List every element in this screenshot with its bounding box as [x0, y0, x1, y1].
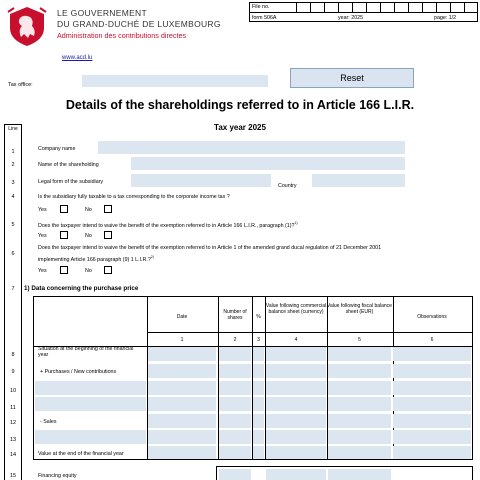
footnote-1: 1) — [294, 221, 298, 225]
company-name-field[interactable] — [98, 141, 405, 154]
column-header-number-of-shares: Number of shares — [223, 309, 247, 321]
financing-equity-fiscal[interactable] — [328, 469, 391, 480]
administration-name: Administration des contributions directes — [57, 31, 187, 40]
cell-r9-date[interactable] — [148, 364, 216, 378]
shareholding-name-label: Name of the shareholding — [38, 162, 99, 168]
cell-r12-commercial[interactable] — [266, 414, 326, 428]
file-no-label: File no. — [252, 4, 270, 10]
cell-r13-shares[interactable] — [219, 430, 251, 444]
cell-r13-fiscal[interactable] — [328, 430, 391, 444]
line-number-6: 6 — [11, 251, 15, 257]
cell-r11-date[interactable] — [148, 397, 216, 411]
cell-r10-percent[interactable] — [253, 381, 264, 395]
line-number-2: 2 — [11, 162, 15, 168]
file-info-grid — [249, 2, 478, 22]
cell-r14-percent[interactable] — [253, 446, 264, 459]
column-header-percent: % — [256, 314, 261, 320]
column-number-5: 5 — [358, 337, 361, 343]
tax-office-label: Tax office: — [8, 82, 33, 88]
no-checkbox-6[interactable] — [104, 266, 112, 274]
line-number-9: 9 — [11, 369, 15, 375]
form-number-label: form 506A — [252, 15, 277, 21]
form-year-label: year: 2025 — [338, 15, 364, 21]
shareholding-name-field[interactable] — [131, 157, 405, 170]
yes-checkbox-6[interactable] — [60, 266, 68, 274]
legal-form-field[interactable] — [131, 174, 271, 187]
footnote-2: 2) — [150, 255, 154, 259]
yes-label-5: Yes — [38, 233, 47, 239]
cell-r11-observations[interactable] — [393, 397, 471, 411]
page-title: Details of the shareholdings referred to in Article 166 L.I.R. — [65, 98, 415, 112]
cell-r11-label[interactable] — [35, 397, 146, 411]
line-number-7: 7 — [11, 286, 15, 292]
column-header-fiscal-value: Value following fiscal balance sheet (EUR) — [327, 303, 392, 315]
country-label: Country — [278, 183, 297, 189]
cell-r8-observations[interactable] — [393, 347, 471, 361]
cell-r12-shares[interactable] — [219, 414, 251, 428]
line-number-14: 14 — [9, 452, 17, 458]
waive-exemption-question — [38, 221, 298, 229]
cell-r10-commercial[interactable] — [266, 381, 326, 395]
cell-r11-fiscal[interactable] — [328, 397, 391, 411]
cell-r13-date[interactable] — [148, 430, 216, 444]
no-checkbox-4[interactable] — [104, 205, 112, 213]
purchase-price-section-title: 1) Data concerning the purchase price — [24, 285, 139, 292]
cell-r11-commercial[interactable] — [266, 397, 326, 411]
tax-year-subtitle: Tax year 2025 — [214, 123, 266, 132]
cell-r9-fiscal[interactable] — [328, 364, 391, 378]
column-number-4: 4 — [294, 337, 298, 343]
fully-taxable-question: Is the subsidiary fully taxable to a tax corresponding to the corporate income tax ? — [38, 194, 230, 200]
cell-r9-observations[interactable] — [393, 364, 471, 378]
line-number-5: 5 — [11, 222, 15, 228]
cell-r8-shares[interactable] — [219, 347, 251, 361]
cell-r14-fiscal[interactable] — [328, 446, 391, 459]
cell-r12-observations[interactable] — [393, 414, 471, 428]
line-number-12: 12 — [9, 420, 17, 426]
waive-regulation-question-line1: Does the taxpayer intend to waive the benefit of the exemption referred to in Article 1 of the amended grand ducal regulation of 21 December 2001 — [38, 245, 382, 251]
yes-checkbox-5[interactable] — [60, 231, 68, 239]
cell-r13-observations[interactable] — [393, 430, 471, 444]
cell-r13-percent[interactable] — [253, 430, 264, 444]
column-header-observations: Observations — [417, 314, 447, 320]
government-title-line1: LE GOUVERNEMENT — [57, 8, 147, 18]
form-page-label: page: 1/2 — [434, 15, 457, 21]
waive-exemption-text: Does the taxpayer intend to waive the benefit of the exemption referred to in Article 166 L.I.R., paragraph (1)? — [38, 222, 295, 229]
yes-label-4: Yes — [38, 207, 47, 213]
legal-form-label: Legal form of the subsidiary — [38, 179, 104, 185]
row-label-purchases: + Purchases / New contributions — [40, 369, 117, 375]
cell-r8-percent[interactable] — [253, 347, 264, 361]
cell-r9-shares[interactable] — [219, 364, 251, 378]
government-title-line2: DU GRAND-DUCHÉ DE LUXEMBOURG — [57, 19, 221, 29]
cell-r11-shares[interactable] — [219, 397, 251, 411]
no-label-6: No — [85, 268, 92, 274]
cell-r12-percent[interactable] — [253, 414, 264, 428]
reset-button[interactable]: Reset — [290, 68, 414, 88]
cell-r12-fiscal[interactable] — [328, 414, 391, 428]
line-number-13: 13 — [9, 437, 17, 443]
financing-equity-label: Financing equity — [38, 473, 77, 479]
yes-checkbox-4[interactable] — [60, 205, 68, 213]
yes-label-6: Yes — [38, 268, 47, 274]
line-column-label: Line — [8, 126, 18, 132]
financing-equity-shares[interactable] — [219, 469, 251, 480]
no-checkbox-5[interactable] — [104, 231, 112, 239]
cell-r10-shares[interactable] — [219, 381, 251, 395]
cell-r14-commercial[interactable] — [266, 446, 326, 459]
line-number-11: 11 — [10, 405, 16, 411]
cell-r9-percent[interactable] — [253, 364, 264, 378]
cell-r12-date[interactable] — [148, 414, 216, 428]
country-field[interactable] — [312, 174, 405, 187]
tax-office-field[interactable] — [82, 75, 268, 87]
column-number-3: 3 — [257, 337, 260, 343]
cell-r14-shares[interactable] — [219, 446, 251, 459]
line-number-1: 1 — [11, 149, 15, 155]
line-column-frame — [4, 124, 22, 480]
line-number-15: 15 — [9, 473, 17, 479]
luxembourg-lion-logo-icon — [4, 4, 50, 48]
line-number-8: 8 — [11, 352, 15, 358]
financing-equity-commercial[interactable] — [266, 469, 326, 480]
column-header-commercial-value: Value following commercial balance sheet (currency) — [265, 303, 327, 315]
line-number-10: 10 — [9, 388, 17, 394]
cell-r10-date[interactable] — [148, 381, 216, 395]
waive-regulation-text: implementing Article 166 paragraph (9) 1 L.I.R.? — [38, 256, 151, 263]
column-number-6: 6 — [430, 337, 434, 343]
line-number-4: 4 — [11, 194, 15, 200]
company-name-label: Company name — [38, 146, 76, 152]
website-link[interactable]: www.acd.lu — [62, 55, 93, 61]
cell-r8-commercial[interactable] — [266, 347, 326, 361]
column-number-1: 1 — [180, 337, 184, 343]
column-number-2: 2 — [233, 337, 237, 343]
row-label-end: Value at the end of the financial year — [38, 451, 124, 457]
cell-r9-commercial[interactable] — [266, 364, 326, 378]
cell-r13-label[interactable] — [35, 430, 146, 444]
row-label-sales: - Sales — [40, 419, 57, 425]
line-number-3: 3 — [11, 180, 15, 186]
no-label-5: No — [85, 233, 92, 239]
cell-r8-fiscal[interactable] — [328, 347, 391, 361]
no-label-4: No — [85, 207, 92, 213]
row-label-beginning: Situation at the beginning of the financial year — [38, 346, 134, 359]
waive-regulation-question-line2 — [38, 255, 154, 263]
cell-r11-percent[interactable] — [253, 397, 264, 411]
cell-r10-observations[interactable] — [393, 381, 471, 395]
cell-r10-fiscal[interactable] — [328, 381, 391, 395]
cell-r14-date[interactable] — [148, 446, 216, 459]
cell-r14-observations[interactable] — [393, 446, 471, 459]
cell-r8-date[interactable] — [148, 347, 216, 361]
column-header-date: Date — [176, 314, 188, 320]
cell-r13-commercial[interactable] — [266, 430, 326, 444]
cell-r10-label[interactable] — [35, 381, 146, 395]
